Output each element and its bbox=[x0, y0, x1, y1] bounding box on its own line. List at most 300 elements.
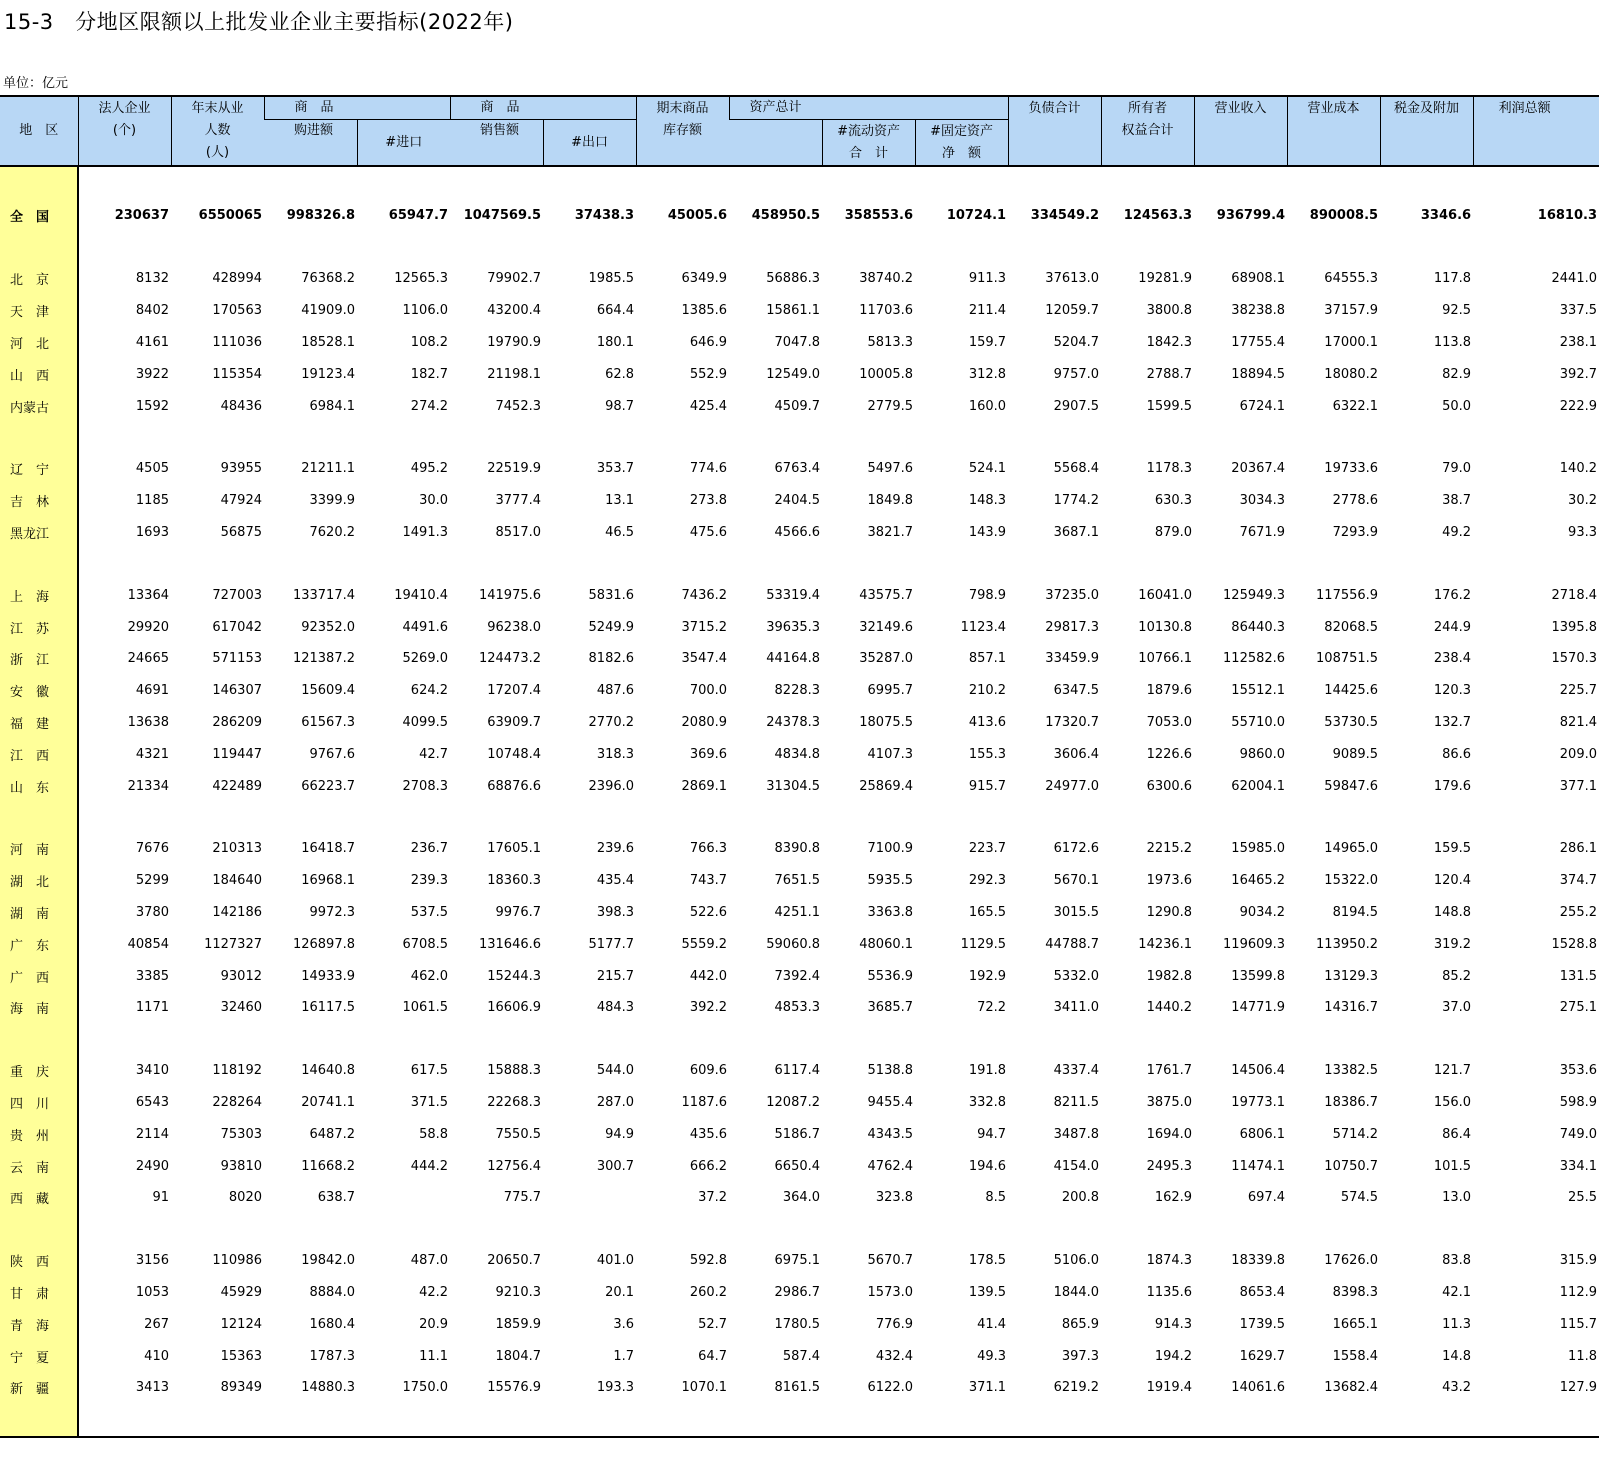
value-cell: 7620.2 bbox=[309, 524, 355, 540]
value-cell: 48436 bbox=[220, 398, 262, 414]
value-cell: 115.7 bbox=[1559, 1316, 1597, 1332]
value-cell: 2114 bbox=[135, 1126, 169, 1142]
value-cell: 194.2 bbox=[1154, 1348, 1193, 1364]
value-cell: 2779.5 bbox=[867, 398, 914, 414]
value-cell: 646.9 bbox=[689, 334, 728, 350]
value-cell bbox=[357, 1182, 450, 1214]
value-cell: 8653.4 bbox=[1239, 1284, 1286, 1300]
spacer-row bbox=[0, 802, 1599, 833]
value-cell: 5249.9 bbox=[588, 619, 635, 635]
region-cell: 浙 江 bbox=[0, 643, 78, 675]
value-cell: 44164.8 bbox=[766, 651, 821, 667]
value-cell: 1385.6 bbox=[681, 303, 728, 319]
value-cell: 37157.9 bbox=[1324, 303, 1379, 319]
value-cell: 766.3 bbox=[689, 841, 728, 857]
value-cell: 16465.2 bbox=[1231, 873, 1286, 889]
value-cell: 377.1 bbox=[1559, 778, 1597, 794]
value-cell: 65947.7 bbox=[388, 207, 449, 223]
value-cell: 3821.7 bbox=[867, 524, 914, 540]
value-cell: 524.1 bbox=[968, 461, 1007, 477]
table-row bbox=[0, 643, 1599, 675]
value-cell: 160.0 bbox=[968, 398, 1007, 414]
table-row bbox=[0, 707, 1599, 739]
value-cell: 14933.9 bbox=[301, 968, 355, 984]
value-cell: 62.8 bbox=[605, 366, 635, 382]
value-cell: 5536.9 bbox=[867, 968, 914, 984]
value-cell: 5106.0 bbox=[1053, 1253, 1100, 1269]
value-cell: 47924 bbox=[220, 493, 262, 509]
value-cell: 6708.5 bbox=[402, 936, 449, 952]
value-cell: 5299 bbox=[135, 873, 169, 889]
table-row bbox=[0, 1277, 1599, 1309]
value-cell: 46.5 bbox=[605, 524, 635, 540]
value-cell: 85.2 bbox=[1442, 968, 1472, 984]
header-cost bbox=[1287, 96, 1380, 166]
value-cell: 323.8 bbox=[875, 1190, 914, 1206]
table-row bbox=[0, 1308, 1599, 1340]
value-cell: 112582.6 bbox=[1223, 651, 1286, 667]
value-cell: 1665.1 bbox=[1332, 1316, 1379, 1332]
value-cell: 1440.2 bbox=[1146, 1000, 1193, 1016]
value-cell: 239.3 bbox=[410, 873, 449, 889]
value-cell: 32460 bbox=[220, 1000, 262, 1016]
region-cell: 甘 肃 bbox=[0, 1277, 78, 1309]
value-cell: 1123.4 bbox=[960, 619, 1007, 635]
value-cell: 61567.3 bbox=[301, 714, 355, 730]
value-cell: 7436.2 bbox=[681, 587, 728, 603]
value-cell: 7676 bbox=[135, 841, 169, 857]
value-cell: 19733.6 bbox=[1324, 461, 1379, 477]
value-cell: 29920 bbox=[127, 619, 169, 635]
value-cell: 1491.3 bbox=[402, 524, 449, 540]
value-cell: 664.4 bbox=[596, 303, 635, 319]
value-cell: 18528.1 bbox=[301, 334, 355, 350]
value-cell: 2215.2 bbox=[1146, 841, 1193, 857]
value-cell: 371.1 bbox=[968, 1380, 1007, 1396]
region-cell: 江 西 bbox=[0, 738, 78, 770]
value-cell: 776.9 bbox=[875, 1316, 914, 1332]
table-row bbox=[0, 611, 1599, 643]
table-row bbox=[0, 1055, 1599, 1087]
header-region: 地 区 bbox=[0, 96, 78, 166]
value-cell: 44788.7 bbox=[1045, 936, 1100, 952]
value-cell: 1879.6 bbox=[1146, 683, 1193, 699]
header-equity-line1: 所有者 bbox=[1128, 101, 1168, 116]
value-cell: 1680.4 bbox=[309, 1316, 355, 1332]
value-cell: 1693 bbox=[135, 524, 169, 540]
unit-label: 单位：亿元 bbox=[3, 76, 69, 91]
value-cell: 458950.5 bbox=[751, 207, 821, 223]
value-cell: 14771.9 bbox=[1231, 1000, 1286, 1016]
value-cell: 159.7 bbox=[968, 334, 1007, 350]
value-cell: 775.7 bbox=[503, 1190, 542, 1206]
value-cell: 20650.7 bbox=[487, 1253, 542, 1269]
value-cell: 4505 bbox=[135, 461, 169, 477]
value-cell: 3385 bbox=[135, 968, 169, 984]
value-cell: 15322.0 bbox=[1324, 873, 1379, 889]
value-cell: 4491.6 bbox=[402, 619, 449, 635]
value-cell: 162.9 bbox=[1154, 1190, 1193, 1206]
value-cell: 3487.8 bbox=[1053, 1126, 1100, 1142]
value-cell: 7452.3 bbox=[495, 398, 542, 414]
value-cell: 45005.6 bbox=[667, 207, 728, 223]
value-cell: 4566.6 bbox=[774, 524, 821, 540]
value-cell: 592.8 bbox=[689, 1253, 728, 1269]
header-profit-label: 利润总额 bbox=[1498, 101, 1551, 116]
table-row bbox=[0, 770, 1599, 802]
value-cell: 3715.2 bbox=[681, 619, 728, 635]
table-row bbox=[0, 1118, 1599, 1150]
value-cell: 59060.8 bbox=[766, 936, 821, 952]
table-row bbox=[0, 960, 1599, 992]
value-cell: 1774.2 bbox=[1053, 493, 1100, 509]
value-cell: 215.7 bbox=[596, 968, 635, 984]
value-cell: 4834.8 bbox=[774, 746, 821, 762]
value-cell: 127.9 bbox=[1559, 1380, 1597, 1396]
value-cell: 3346.6 bbox=[1420, 207, 1472, 223]
value-cell: 45929 bbox=[220, 1284, 262, 1300]
value-cell: 146307 bbox=[212, 683, 262, 699]
value-cell: 462.0 bbox=[410, 968, 449, 984]
value-cell: 6763.4 bbox=[774, 461, 821, 477]
value-cell: 82.9 bbox=[1442, 366, 1472, 382]
value-cell: 111036 bbox=[212, 334, 262, 350]
value-cell: 273.8 bbox=[689, 493, 728, 509]
header-profit bbox=[1473, 96, 1599, 166]
value-cell: 292.3 bbox=[968, 873, 1007, 889]
value-cell: 7100.9 bbox=[867, 841, 914, 857]
value-cell: 94.9 bbox=[605, 1126, 635, 1142]
value-cell: 170563 bbox=[212, 303, 262, 319]
value-cell: 487.6 bbox=[596, 683, 635, 699]
value-cell: 697.4 bbox=[1247, 1190, 1286, 1206]
table-row bbox=[0, 1372, 1599, 1404]
region-cell: 北 京 bbox=[0, 263, 78, 295]
value-cell: 9976.7 bbox=[495, 904, 542, 920]
header-total-assets bbox=[729, 96, 1008, 120]
value-cell: 75303 bbox=[220, 1126, 262, 1142]
value-cell: 29817.3 bbox=[1045, 619, 1100, 635]
value-cell: 1290.8 bbox=[1146, 904, 1193, 920]
table-row bbox=[0, 897, 1599, 929]
header-legal-entities bbox=[78, 96, 171, 166]
value-cell: 64.7 bbox=[698, 1348, 728, 1364]
value-cell: 3363.8 bbox=[867, 904, 914, 920]
table-row bbox=[0, 1087, 1599, 1119]
value-cell: 9034.2 bbox=[1239, 904, 1286, 920]
value-cell: 401.0 bbox=[596, 1253, 635, 1269]
value-cell: 5670.1 bbox=[1053, 873, 1100, 889]
value-cell: 2404.5 bbox=[774, 493, 821, 509]
table-row bbox=[0, 833, 1599, 865]
value-cell: 37235.0 bbox=[1045, 587, 1100, 603]
value-cell: 624.2 bbox=[410, 683, 449, 699]
value-cell: 239.6 bbox=[596, 841, 635, 857]
value-cell: 4762.4 bbox=[867, 1158, 914, 1174]
value-cell: 392.7 bbox=[1559, 366, 1597, 382]
value-cell: 1570.3 bbox=[1551, 651, 1597, 667]
value-cell: 12756.4 bbox=[487, 1158, 542, 1174]
value-cell: 8517.0 bbox=[495, 524, 542, 540]
value-cell: 1629.7 bbox=[1239, 1348, 1286, 1364]
value-cell: 9757.0 bbox=[1053, 366, 1100, 382]
value-cell: 37438.3 bbox=[574, 207, 635, 223]
table-row bbox=[0, 928, 1599, 960]
value-cell: 13364 bbox=[127, 587, 169, 603]
value-cell: 182.7 bbox=[410, 366, 449, 382]
value-cell: 1070.1 bbox=[681, 1380, 728, 1396]
value-cell: 7047.8 bbox=[774, 334, 821, 350]
value-cell: 76368.2 bbox=[301, 271, 355, 287]
value-cell: 4343.5 bbox=[867, 1126, 914, 1142]
value-cell: 6806.1 bbox=[1239, 1126, 1286, 1142]
header-sales-sub bbox=[450, 120, 543, 167]
value-cell: 19773.1 bbox=[1231, 1094, 1286, 1110]
value-cell: 2778.6 bbox=[1332, 493, 1379, 509]
value-cell: 13129.3 bbox=[1324, 968, 1379, 984]
value-cell: 4099.5 bbox=[402, 714, 449, 730]
header-taxes bbox=[1380, 96, 1473, 166]
region-cell: 重 庆 bbox=[0, 1055, 78, 1087]
value-cell: 6322.1 bbox=[1332, 398, 1379, 414]
value-cell: 1185 bbox=[135, 493, 169, 509]
value-cell: 9455.4 bbox=[867, 1094, 914, 1110]
value-cell: 609.6 bbox=[689, 1063, 728, 1079]
table-body bbox=[0, 166, 1599, 1437]
header-equity-line2: 权益合计 bbox=[1121, 123, 1174, 138]
value-cell: 4154.0 bbox=[1053, 1158, 1100, 1174]
value-cell: 19123.4 bbox=[301, 366, 355, 382]
value-cell: 11.3 bbox=[1442, 1316, 1472, 1332]
value-cell: 14236.1 bbox=[1138, 936, 1193, 952]
value-cell: 3922 bbox=[135, 366, 169, 382]
region-cell: 福 建 bbox=[0, 707, 78, 739]
value-cell: 774.6 bbox=[689, 461, 728, 477]
table-row bbox=[0, 485, 1599, 517]
value-cell: 12087.2 bbox=[766, 1094, 821, 1110]
value-cell: 41909.0 bbox=[301, 303, 355, 319]
value-cell: 630.3 bbox=[1154, 493, 1193, 509]
value-cell: 6650.4 bbox=[774, 1158, 821, 1174]
header-fixed-assets-line2: 净 额 bbox=[942, 145, 982, 161]
value-cell: 10750.7 bbox=[1324, 1158, 1379, 1174]
value-cell: 31304.5 bbox=[766, 778, 821, 794]
value-cell: 13682.4 bbox=[1324, 1380, 1379, 1396]
header-sales-line2: 销售额 bbox=[480, 123, 520, 138]
header-employees-line2: 人数 bbox=[204, 123, 231, 138]
value-cell: 16606.9 bbox=[487, 1000, 542, 1016]
value-cell: 244.9 bbox=[1433, 619, 1472, 635]
value-cell: 8020 bbox=[228, 1190, 262, 1206]
spacer-row bbox=[0, 548, 1599, 579]
value-cell: 56875 bbox=[220, 524, 262, 540]
value-cell: 117.8 bbox=[1433, 271, 1472, 287]
value-cell: 915.7 bbox=[968, 778, 1007, 794]
value-cell: 184640 bbox=[212, 873, 262, 889]
region-cell: 海 南 bbox=[0, 992, 78, 1024]
value-cell: 444.2 bbox=[410, 1158, 449, 1174]
value-cell: 58.8 bbox=[419, 1126, 449, 1142]
value-cell: 5559.2 bbox=[681, 936, 728, 952]
value-cell: 12059.7 bbox=[1045, 303, 1100, 319]
value-cell: 117556.9 bbox=[1316, 587, 1379, 603]
value-cell: 5714.2 bbox=[1332, 1126, 1379, 1142]
header-imports: #进口 bbox=[357, 120, 450, 167]
region-cell: 山 东 bbox=[0, 770, 78, 802]
value-cell: 14425.6 bbox=[1324, 683, 1379, 699]
value-cell: 86.6 bbox=[1442, 746, 1472, 762]
value-cell: 11668.2 bbox=[301, 1158, 355, 1174]
value-cell: 1573.0 bbox=[867, 1284, 914, 1300]
value-cell: 587.4 bbox=[782, 1348, 821, 1364]
header-equity bbox=[1101, 96, 1194, 166]
value-cell: 93810 bbox=[220, 1158, 262, 1174]
header-revenue bbox=[1194, 96, 1287, 166]
table-row bbox=[0, 295, 1599, 327]
value-cell: 413.6 bbox=[968, 714, 1007, 730]
value-cell: 3547.4 bbox=[681, 651, 728, 667]
value-cell: 156.0 bbox=[1433, 1094, 1472, 1110]
value-cell: 38.7 bbox=[1442, 493, 1472, 509]
table-header bbox=[0, 96, 1599, 166]
value-cell: 8884.0 bbox=[309, 1284, 355, 1300]
header-purchases-line2: 购进额 bbox=[294, 123, 334, 138]
value-cell: 98.7 bbox=[605, 398, 635, 414]
value-cell: 18360.3 bbox=[487, 873, 542, 889]
value-cell: 6300.6 bbox=[1146, 778, 1193, 794]
value-cell: 3685.7 bbox=[867, 1000, 914, 1016]
spacer-row bbox=[0, 1214, 1599, 1245]
header-employees bbox=[171, 96, 264, 166]
value-cell: 225.7 bbox=[1559, 683, 1597, 699]
value-cell: 1061.5 bbox=[402, 1000, 449, 1016]
value-cell: 442.0 bbox=[689, 968, 728, 984]
value-cell: 11.1 bbox=[419, 1348, 449, 1364]
value-cell: 319.2 bbox=[1433, 936, 1472, 952]
value-cell: 16117.5 bbox=[301, 1000, 355, 1016]
value-cell: 700.0 bbox=[689, 683, 728, 699]
value-cell: 132.7 bbox=[1433, 714, 1472, 730]
value-cell: 6219.2 bbox=[1053, 1380, 1100, 1396]
value-cell: 19410.4 bbox=[394, 587, 449, 603]
region-cell: 陕 西 bbox=[0, 1245, 78, 1277]
value-cell: 371.5 bbox=[410, 1094, 449, 1110]
value-cell: 4321 bbox=[135, 746, 169, 762]
value-cell: 1178.3 bbox=[1146, 461, 1193, 477]
value-cell: 15888.3 bbox=[487, 1063, 542, 1079]
value-cell: 93012 bbox=[220, 968, 262, 984]
header-purchases-line1: 商 品 bbox=[294, 100, 334, 115]
value-cell: 101.5 bbox=[1433, 1158, 1472, 1174]
value-cell: 334.1 bbox=[1559, 1158, 1597, 1174]
value-cell: 82068.5 bbox=[1324, 619, 1379, 635]
value-cell: 1127327 bbox=[204, 936, 262, 952]
value-cell: 2788.7 bbox=[1146, 366, 1193, 382]
value-cell: 108.2 bbox=[410, 334, 449, 350]
value-cell: 4251.1 bbox=[774, 904, 821, 920]
value-cell: 2495.3 bbox=[1146, 1158, 1193, 1174]
spacer-row bbox=[0, 1024, 1599, 1055]
value-cell: 666.2 bbox=[689, 1158, 728, 1174]
spacer-row bbox=[0, 1404, 1599, 1437]
value-cell: 1849.8 bbox=[867, 493, 914, 509]
value-cell: 108751.5 bbox=[1316, 651, 1379, 667]
value-cell: 397.3 bbox=[1061, 1348, 1100, 1364]
header-liabilities-label: 负债合计 bbox=[1028, 101, 1081, 116]
value-cell: 79902.7 bbox=[487, 271, 542, 287]
value-cell: 15244.3 bbox=[487, 968, 542, 984]
value-cell: 369.6 bbox=[689, 746, 728, 762]
header-purchases bbox=[264, 96, 450, 120]
value-cell: 37.2 bbox=[698, 1190, 728, 1206]
value-cell: 24378.3 bbox=[766, 714, 821, 730]
value-cell: 12549.0 bbox=[766, 366, 821, 382]
value-cell: 6543 bbox=[135, 1094, 169, 1110]
value-cell: 1592 bbox=[135, 398, 169, 414]
value-cell: 1859.9 bbox=[495, 1316, 542, 1332]
value-cell: 93955 bbox=[220, 461, 262, 477]
value-cell: 14880.3 bbox=[301, 1380, 355, 1396]
value-cell: 425.4 bbox=[689, 398, 728, 414]
value-cell: 8390.8 bbox=[774, 841, 821, 857]
value-cell: 484.3 bbox=[596, 1000, 635, 1016]
value-cell: 121387.2 bbox=[292, 651, 355, 667]
value-cell: 9972.3 bbox=[309, 904, 355, 920]
value-cell: 38238.8 bbox=[1231, 303, 1286, 319]
value-cell: 255.2 bbox=[1559, 904, 1597, 920]
value-cell: 495.2 bbox=[410, 461, 449, 477]
value-cell: 24665 bbox=[127, 651, 169, 667]
value-cell: 43.2 bbox=[1442, 1380, 1472, 1396]
value-cell: 48060.1 bbox=[859, 936, 914, 952]
header-purchases-sub bbox=[264, 120, 357, 167]
value-cell: 5568.4 bbox=[1053, 461, 1100, 477]
value-cell: 30.0 bbox=[419, 493, 449, 509]
table-row bbox=[0, 1245, 1599, 1277]
value-cell: 11703.6 bbox=[859, 303, 914, 319]
value-cell: 10724.1 bbox=[946, 207, 1007, 223]
value-cell: 865.9 bbox=[1061, 1316, 1100, 1332]
region-cell: 河 北 bbox=[0, 327, 78, 359]
value-cell: 142186 bbox=[212, 904, 262, 920]
value-cell: 638.7 bbox=[317, 1190, 355, 1206]
value-cell: 15609.4 bbox=[301, 683, 355, 699]
value-cell: 55710.0 bbox=[1231, 714, 1286, 730]
value-cell: 353.6 bbox=[1559, 1063, 1597, 1079]
value-cell: 8211.5 bbox=[1053, 1094, 1100, 1110]
value-cell: 1599.5 bbox=[1146, 398, 1193, 414]
region-cell: 湖 南 bbox=[0, 897, 78, 929]
table-row bbox=[0, 517, 1599, 549]
value-cell: 2708.3 bbox=[402, 778, 449, 794]
value-cell: 20.1 bbox=[605, 1284, 635, 1300]
value-cell: 110986 bbox=[212, 1253, 262, 1269]
value-cell: 42.2 bbox=[419, 1284, 449, 1300]
value-cell: 17320.7 bbox=[1045, 714, 1100, 730]
value-cell: 3777.4 bbox=[495, 493, 542, 509]
value-cell: 43200.4 bbox=[487, 303, 542, 319]
value-cell: 17605.1 bbox=[487, 841, 542, 857]
value-cell: 20.9 bbox=[419, 1316, 449, 1332]
value-cell: 332.8 bbox=[968, 1094, 1007, 1110]
region-cell: 青 海 bbox=[0, 1308, 78, 1340]
value-cell: 6122.0 bbox=[867, 1380, 914, 1396]
value-cell: 300.7 bbox=[596, 1158, 635, 1174]
value-cell: 6995.7 bbox=[867, 683, 914, 699]
region-cell: 湖 北 bbox=[0, 865, 78, 897]
header-fixed-assets-line1: #固定资产 bbox=[930, 123, 993, 139]
value-cell: 552.9 bbox=[689, 366, 728, 382]
